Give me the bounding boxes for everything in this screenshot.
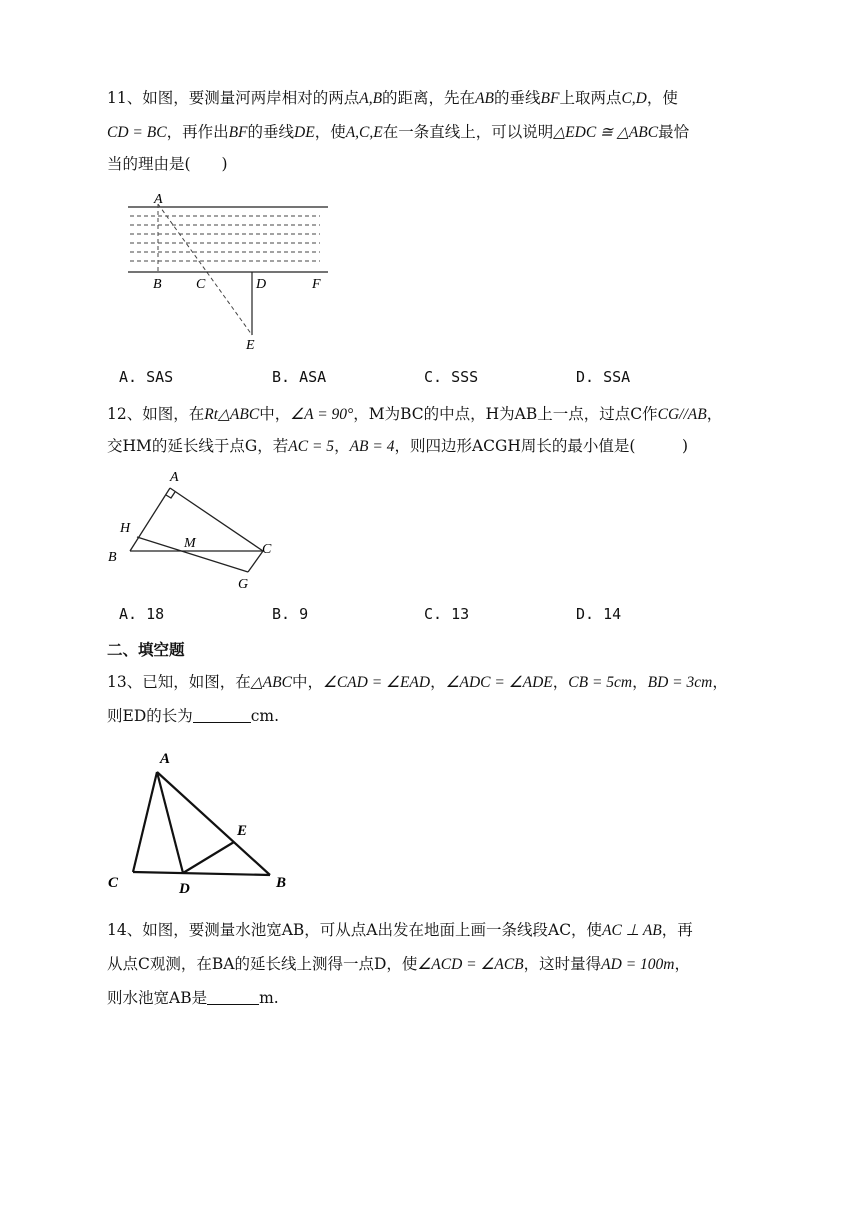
q14-line2: 从点C观测，在BA的延长线上测得一点D，使∠ACD = ∠ACB，这时量得AD = 100m， xyxy=(107,955,691,973)
q12-option-a[interactable]: A. 18 xyxy=(119,605,165,623)
q11-option-c[interactable]: C. SSS xyxy=(424,368,479,386)
q13-label-a: A xyxy=(160,751,171,767)
q11-line3: 当的理由是( ) xyxy=(107,155,228,173)
q12-label-m: M xyxy=(184,536,196,551)
q12-figure xyxy=(100,465,300,595)
q13-label-e: E xyxy=(237,823,248,839)
q13-label-b: B xyxy=(276,875,287,891)
q14-answer-blank[interactable] xyxy=(207,989,259,1006)
q12-option-b[interactable]: B. 9 xyxy=(272,605,309,623)
q11-label-a: A xyxy=(154,192,163,207)
q11-option-b[interactable]: B. ASA xyxy=(272,368,327,386)
q12-label-a: A xyxy=(170,470,179,485)
q11-label-e: E xyxy=(246,338,255,353)
section-title: 二、填空题 xyxy=(107,641,185,659)
q12-option-c[interactable]: C. 13 xyxy=(424,605,470,623)
q12-line2: 交HM的延长线于点G，若AC = 5，AB = 4，则四边形ACGH周长的最小值是( ) xyxy=(107,437,689,455)
q12-label-g: G xyxy=(238,577,249,592)
q11-label-d: D xyxy=(256,277,267,292)
q11-line1: 11、如图，要测量河两岸相对的两点A,B的距离，先在AB的垂线BF上取两点C,D，使 xyxy=(107,89,678,107)
q11-label-b: B xyxy=(153,277,162,292)
q11-option-d[interactable]: D. SSA xyxy=(576,368,631,386)
q13-label-d: D xyxy=(179,881,190,897)
q12-options xyxy=(107,605,757,629)
q11-label-f: F xyxy=(312,277,321,292)
q12-option-d[interactable]: D. 14 xyxy=(576,605,622,623)
q11-options xyxy=(107,368,757,392)
q13-line2: 则ED的长为 cm. xyxy=(107,707,280,725)
q12-label-c: C xyxy=(262,542,272,557)
q12-label-h: H xyxy=(120,521,131,536)
q13-figure xyxy=(100,745,300,905)
q11-line2: CD = BC，再作出BF的垂线DE，使A,C,E在一条直线上，可以说明△EDC ≅ △ABC最恰 xyxy=(107,123,690,141)
q12-label-b: B xyxy=(108,550,117,565)
q14-line1: 14、如图，要测量水池宽AB，可从点A出发在地面上画一条线段AC，使AC ⊥ AB，再 xyxy=(107,921,693,939)
q11-option-a[interactable]: A. SAS xyxy=(119,368,174,386)
q11-figure xyxy=(120,190,340,355)
q12-line1: 12、如图，在Rt△ABC中，∠A = 90°，M为BC的中点，H为AB上一点，过点C作CG//AB， xyxy=(107,405,723,423)
q13-line1: 13、已知，如图，在△ABC中，∠CAD = ∠EAD，∠ADC = ∠ADE，CB = 5cm，BD = 3cm， xyxy=(107,673,728,691)
q14-line3: 则水池宽AB是 m. xyxy=(107,989,279,1007)
q13-label-c: C xyxy=(108,875,119,891)
q13-answer-blank[interactable] xyxy=(193,707,251,724)
q11-label-c: C xyxy=(196,277,206,292)
